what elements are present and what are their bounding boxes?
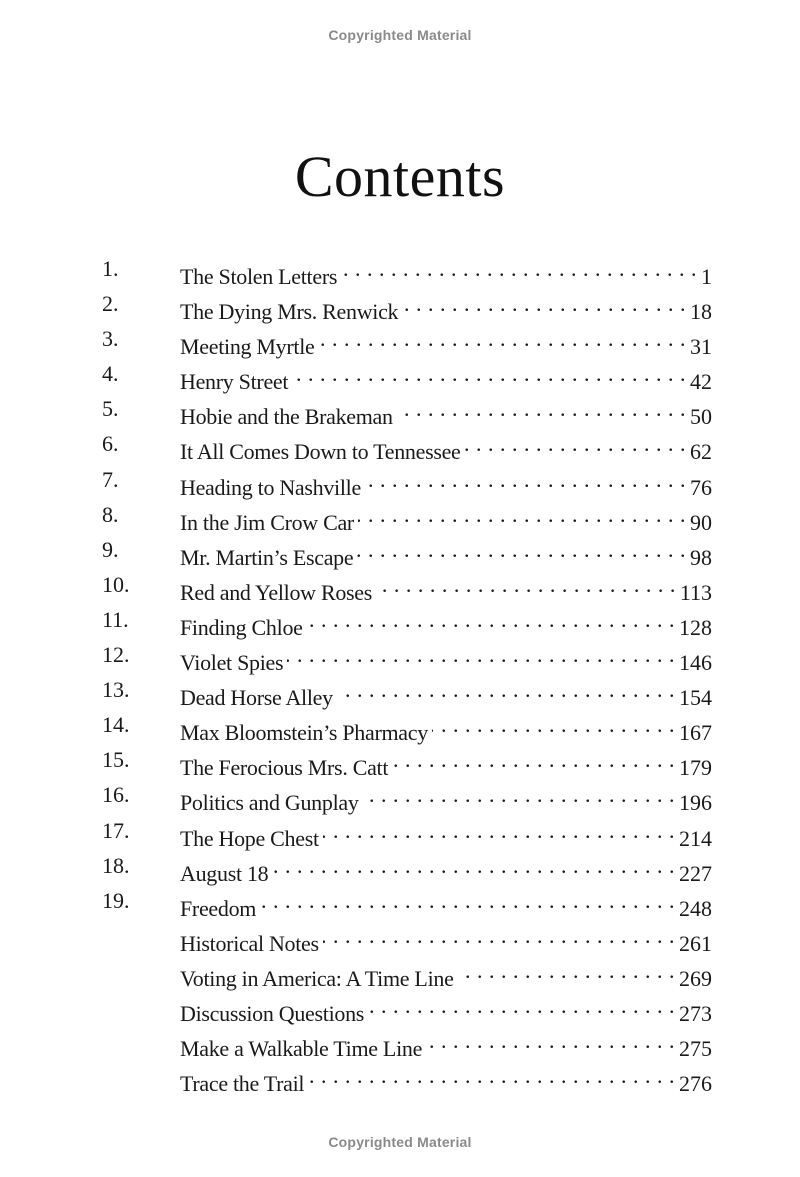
dot-leader (287, 640, 675, 670)
page-number: 196 (679, 790, 712, 816)
dot-leader (341, 254, 697, 284)
chapter-title: The Dying Mrs. Renwick (180, 299, 399, 325)
toc-entry-10[interactable] (0, 570, 800, 605)
page-number: 154 (679, 685, 712, 711)
toc-entry-14[interactable] (0, 710, 800, 745)
chapter-number: 15. (102, 747, 130, 773)
toc-entry-19[interactable] (0, 886, 800, 921)
page-number: 90 (690, 509, 712, 535)
toc-entry-voting-time-line[interactable] (0, 956, 800, 991)
chapter-number: 1. (102, 256, 119, 281)
dot-leader (363, 780, 675, 810)
toc-entry-6[interactable] (0, 429, 800, 464)
dot-leader (376, 570, 676, 600)
toc-entry-17[interactable] (0, 816, 800, 851)
page-number: 1 (701, 264, 712, 289)
page-number: 179 (679, 755, 712, 781)
page-number: 269 (679, 965, 712, 991)
dot-leader (337, 675, 675, 705)
dot-leader (319, 324, 687, 354)
chapter-title: Max Bloomstein’s Pharmacy (180, 720, 428, 746)
page-number: 31 (690, 334, 712, 360)
dot-leader (465, 429, 686, 459)
chapter-number: 5. (102, 396, 119, 422)
dot-leader (307, 605, 675, 635)
chapter-title: Meeting Myrtle (180, 334, 315, 360)
page-number: 214 (679, 825, 712, 851)
toc-entry-1[interactable] (0, 254, 800, 289)
chapter-title: Trace the Trail (180, 1071, 305, 1097)
chapter-title: Henry Street (180, 369, 289, 395)
chapter-number: 12. (102, 642, 130, 668)
toc-entry-historical-notes[interactable] (0, 921, 800, 956)
chapter-title: Discussion Questions (180, 1000, 365, 1026)
dot-leader (426, 1026, 675, 1056)
chapter-number: 8. (102, 501, 119, 527)
page-number: 146 (679, 650, 712, 676)
chapter-title: The Ferocious Mrs. Catt (180, 755, 389, 781)
toc-entry-13[interactable] (0, 675, 800, 710)
chapter-number: 7. (102, 466, 119, 492)
copyright-watermark-bottom: Copyrighted Material (328, 1134, 472, 1150)
chapter-number: 16. (102, 782, 130, 808)
page-number: 167 (679, 720, 712, 746)
dot-leader (458, 956, 675, 986)
chapter-number: 2. (102, 291, 119, 317)
chapter-title: In the Jim Crow Car (180, 509, 354, 535)
chapter-title: Make a Walkable Time Line (180, 1036, 423, 1062)
page-number: 62 (690, 439, 712, 465)
page-title: Contents (294, 144, 506, 209)
toc-entry-15[interactable] (0, 745, 800, 780)
dot-leader (392, 745, 675, 775)
dot-leader (432, 710, 675, 740)
chapter-title: Heading to Nashville (180, 474, 361, 500)
chapter-number: 13. (102, 677, 130, 703)
page-number: 42 (690, 369, 712, 395)
toc-entry-3[interactable] (0, 324, 800, 359)
chapter-title: Violet Spies (180, 650, 284, 676)
table-of-contents (0, 254, 800, 1096)
chapter-number: 6. (102, 431, 119, 457)
toc-entry-16[interactable] (0, 780, 800, 815)
dot-leader (323, 816, 675, 846)
chapter-number: 4. (102, 361, 119, 387)
toc-entry-discussion-questions[interactable] (0, 991, 800, 1026)
chapter-number: 10. (102, 571, 130, 597)
dot-leader (260, 886, 675, 916)
chapter-title: Voting in America: A Time Line (180, 965, 454, 991)
chapter-title: August 18 (180, 860, 269, 886)
chapter-title: Politics and Gunplay (180, 790, 359, 816)
dot-leader (358, 500, 686, 530)
chapter-title: The Hope Chest (180, 825, 319, 851)
chapter-number: 3. (102, 326, 119, 352)
dot-leader (272, 851, 675, 881)
page-number: 248 (679, 895, 712, 921)
chapter-title: Hobie and the Brakeman (180, 404, 393, 430)
dot-leader (323, 921, 675, 951)
chapter-title: Dead Horse Alley (180, 685, 333, 711)
chapter-number: 17. (102, 817, 130, 843)
chapter-number: 18. (102, 852, 130, 878)
dot-leader (368, 991, 675, 1021)
page-number: 50 (690, 404, 712, 430)
toc-entry-walkable-time-line[interactable] (0, 1026, 800, 1061)
toc-entry-5[interactable] (0, 394, 800, 429)
chapter-title: Freedom (180, 895, 257, 921)
toc-entry-4[interactable] (0, 359, 800, 394)
dot-leader (308, 1061, 675, 1091)
page-number: 276 (679, 1071, 712, 1097)
page-number: 128 (679, 614, 712, 640)
dot-leader (292, 359, 686, 389)
toc-entry-7[interactable] (0, 465, 800, 500)
chapter-number: 9. (102, 536, 119, 562)
toc-entry-11[interactable] (0, 605, 800, 640)
chapter-title: Red and Yellow Roses (180, 579, 373, 605)
chapter-title: Mr. Martin’s Escape (180, 544, 354, 570)
page-number: 273 (679, 1000, 712, 1026)
copyright-watermark-top: Copyrighted Material (328, 27, 472, 43)
chapter-title: It All Comes Down to Tennessee (180, 439, 461, 465)
page-number: 76 (690, 474, 712, 500)
chapter-title: Finding Chloe (180, 614, 303, 640)
chapter-number: 14. (102, 712, 130, 738)
toc-entry-12[interactable] (0, 640, 800, 675)
page-number: 261 (679, 930, 712, 956)
dot-leader (402, 289, 686, 319)
toc-entry-trace-the-trail[interactable] (0, 1061, 800, 1096)
toc-entry-2[interactable] (0, 289, 800, 324)
chapter-number: 11. (102, 606, 129, 632)
page-number: 227 (679, 860, 712, 886)
dot-leader (365, 465, 686, 495)
dot-leader (357, 535, 686, 565)
chapter-title: The Stolen Letters (180, 264, 338, 289)
page-number: 18 (690, 299, 712, 325)
toc-entry-8[interactable] (0, 500, 800, 535)
chapter-number: 19. (102, 887, 130, 913)
toc-entry-18[interactable] (0, 851, 800, 886)
toc-entry-9[interactable] (0, 535, 800, 570)
page-number: 113 (679, 579, 712, 605)
page-number: 98 (690, 544, 712, 570)
dot-leader (397, 394, 686, 424)
chapter-title: Historical Notes (180, 930, 319, 956)
page-number: 275 (679, 1036, 712, 1062)
